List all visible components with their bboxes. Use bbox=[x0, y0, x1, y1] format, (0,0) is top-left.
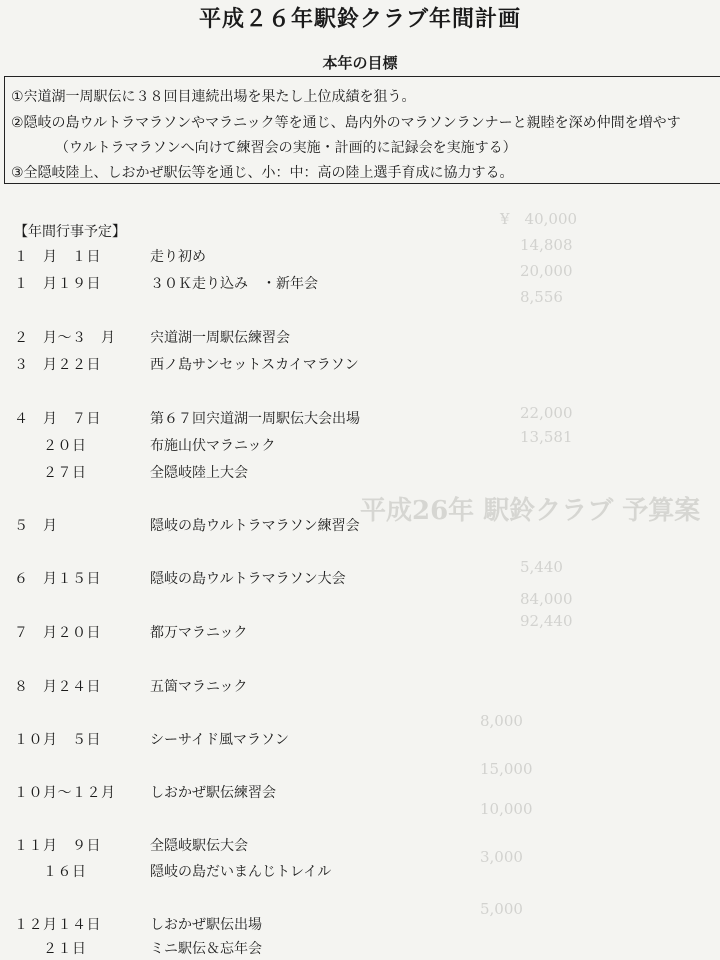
schedule-date: １０月 ５日 bbox=[14, 732, 101, 748]
schedule-row bbox=[0, 327, 720, 349]
schedule-date: １１月 ９日 bbox=[14, 838, 101, 854]
schedule-row bbox=[0, 938, 720, 960]
schedule-row bbox=[0, 568, 720, 590]
schedule-event: 第６７回宍道湖一周駅伝大会出場 bbox=[150, 411, 360, 427]
schedule-row bbox=[0, 676, 720, 698]
schedule-event: 布施山伏マラニック bbox=[150, 438, 276, 454]
schedule-row bbox=[0, 246, 720, 268]
schedule-date: ８ 月２４日 bbox=[14, 679, 101, 695]
schedule-event: ３０Ｋ走り込み ・新年会 bbox=[150, 276, 318, 292]
schedule-row bbox=[0, 861, 720, 883]
schedule-row bbox=[0, 515, 720, 537]
schedule-event: シーサイド風マラソン bbox=[150, 732, 290, 748]
schedule-date: １２月１４日 bbox=[14, 917, 101, 933]
schedule-event: 全隠岐陸上大会 bbox=[150, 465, 248, 481]
schedule-date: １６日 bbox=[14, 864, 87, 880]
schedule-date: １０月～１２月 bbox=[14, 785, 116, 801]
schedule-row bbox=[0, 354, 720, 376]
schedule-row bbox=[0, 914, 720, 936]
goals-heading: 本年の目標 bbox=[322, 54, 398, 72]
schedule-row bbox=[0, 729, 720, 751]
goal-item: ②隠岐の島ウルトラマラソンやマラニック等を通じ、島内外のマラソンランナーと親睦を深め仲間を増やす bbox=[11, 115, 681, 131]
schedule-event: 西ノ島サンセットスカイマラソン bbox=[150, 357, 359, 373]
schedule-date: ２０日 bbox=[14, 438, 87, 454]
schedule-row bbox=[0, 622, 720, 644]
schedule-event: 隠岐の島ウルトラマラソン練習会 bbox=[150, 518, 360, 534]
schedule-date: ３ 月２２日 bbox=[14, 357, 101, 373]
schedule-date: ２１日 bbox=[14, 941, 87, 957]
goal-item: ③全隠岐陸上、しおかぜ駅伝等を通じ、小：中：高の陸上選手育成に協力する。 bbox=[11, 165, 514, 181]
schedule-row bbox=[0, 435, 720, 457]
schedule-date: ５ 月 bbox=[14, 518, 58, 534]
schedule-date: １ 月１９日 bbox=[14, 276, 101, 292]
schedule-event: 宍道湖一周駅伝練習会 bbox=[150, 330, 290, 346]
schedule-event: ミニ駅伝＆忘年会 bbox=[150, 941, 262, 957]
goal-item: （ウルトラマラソンへ向けて練習会の実施・計画的に記録会を実施する） bbox=[55, 140, 517, 156]
schedule-row bbox=[0, 408, 720, 430]
schedule-event: しおかぜ駅伝練習会 bbox=[150, 785, 276, 801]
schedule-date: ２７日 bbox=[14, 465, 87, 481]
schedule-heading: 【年間行事予定】 bbox=[14, 224, 126, 240]
schedule-event: 五箇マラニック bbox=[150, 679, 248, 695]
schedule-event: 全隠岐駅伝大会 bbox=[150, 838, 248, 854]
goal-item: ①宍道湖一周駅伝に３８回目連続出場を果たし上位成績を狙う。 bbox=[11, 89, 416, 105]
schedule-row bbox=[0, 462, 720, 484]
goals-box bbox=[4, 76, 720, 184]
schedule-row bbox=[0, 835, 720, 857]
document-title: 平成２６年駅鈴クラブ年間計画 bbox=[198, 7, 521, 32]
schedule-date: １ 月 １日 bbox=[14, 249, 101, 265]
schedule-date: ４ 月 ７日 bbox=[14, 411, 101, 427]
schedule-date: ２ 月～３ 月 bbox=[14, 330, 116, 346]
schedule-row bbox=[0, 273, 720, 295]
schedule-event: 隠岐の島だいまんじトレイル bbox=[150, 864, 332, 880]
schedule-event: 都万マラニック bbox=[150, 625, 248, 641]
schedule-event: しおかぜ駅伝出場 bbox=[150, 917, 262, 933]
schedule-event: 隠岐の島ウルトラマラソン大会 bbox=[150, 571, 346, 587]
schedule-row bbox=[0, 782, 720, 804]
schedule-event: 走り初め bbox=[150, 249, 206, 265]
schedule-date: ６ 月１５日 bbox=[14, 571, 101, 587]
schedule-date: ７ 月２０日 bbox=[14, 625, 101, 641]
